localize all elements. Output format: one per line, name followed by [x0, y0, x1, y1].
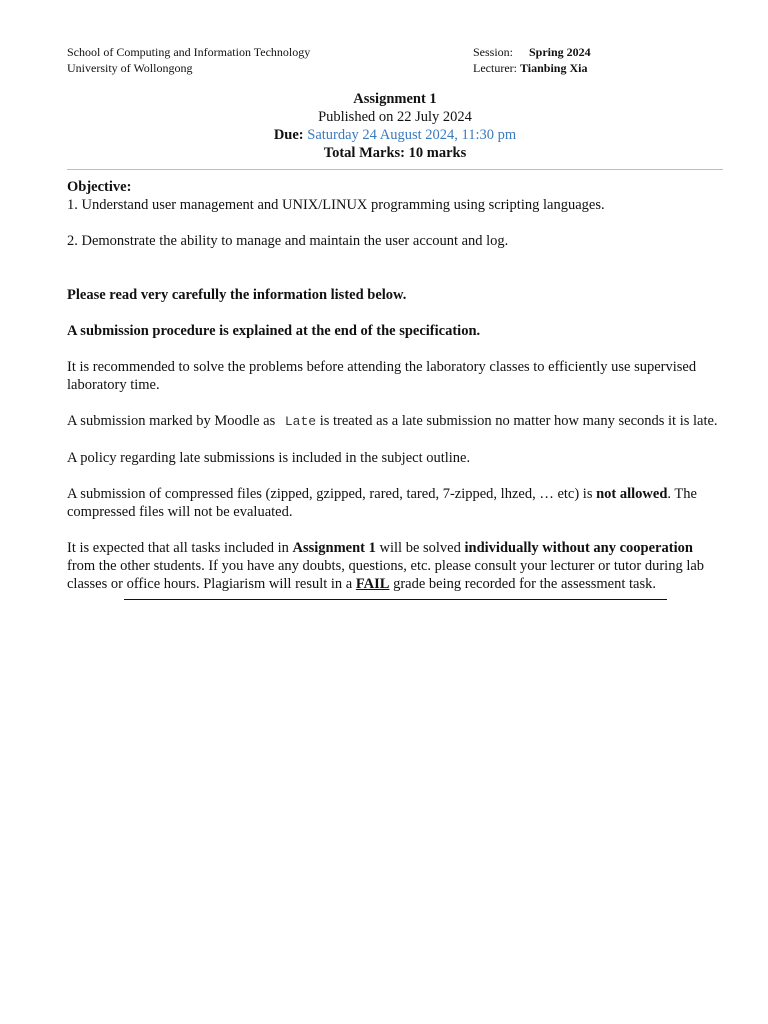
- expected-end: grade being recorded for the assessment task.: [393, 576, 656, 592]
- session-value: Spring 2024: [529, 45, 591, 59]
- lecturer-value: Tianbing Xia: [519, 61, 588, 75]
- institution-block: [67, 44, 310, 76]
- session-label: Session:: [473, 45, 514, 59]
- individual-emphasis: individually without any cooperation: [464, 540, 693, 556]
- not-allowed-emphasis: not allowed: [596, 486, 668, 502]
- document-body: [67, 178, 723, 600]
- objective-heading: Objective:: [67, 179, 132, 195]
- section-end-rule: [124, 599, 667, 600]
- compressed-files-paragraph: [67, 485, 723, 521]
- header-divider: [67, 169, 723, 170]
- title-block: [67, 90, 723, 162]
- objective-item-2: 2. Demonstrate the ability to manage and maintain the user account and log.: [67, 233, 509, 249]
- objective-item-1: 1. Understand user management and UNIX/LINUX programming using scripting languages.: [67, 197, 605, 213]
- submission-procedure-notice: A submission procedure is explained at the end of the specification.: [67, 323, 481, 339]
- fail-emphasis: FAIL: [355, 576, 390, 592]
- university-name: University of Wollongong: [67, 61, 193, 75]
- document-header: [67, 44, 723, 80]
- expected-assignment: Assignment 1: [292, 540, 376, 556]
- individual-work-paragraph: [67, 539, 723, 593]
- session-block: [473, 44, 591, 76]
- late-suffix: is treated as a late submission no matter how many seconds it is late.: [319, 413, 718, 429]
- late-policy-paragraph: A policy regarding late submissions is included in the subject outline.: [67, 450, 471, 466]
- due-line: [67, 126, 723, 144]
- lecturer-line: [473, 60, 591, 76]
- read-carefully-notice: Please read very carefully the information listed below.: [67, 287, 407, 303]
- late-submission-paragraph: [67, 412, 723, 431]
- assignment-title: Assignment 1: [353, 91, 437, 107]
- expected-mid: will be solved: [379, 540, 461, 556]
- published-date: Published on 22 July 2024: [318, 109, 472, 125]
- late-status-code: Late: [284, 414, 317, 429]
- recommendation-paragraph: It is recommended to solve the problems before attending the laboratory classes to efficiently use supervised laboratory time.: [67, 359, 697, 393]
- lecturer-label: Lecturer:: [473, 61, 517, 75]
- late-prefix: A submission marked by Moodle as: [67, 413, 276, 429]
- expected-prefix: It is expected that all tasks included in: [67, 540, 289, 556]
- school-name: School of Computing and Information Technology: [67, 45, 311, 59]
- compressed-suffix: . The compressed files will not be evaluated.: [67, 486, 697, 520]
- due-label: Due:: [273, 127, 304, 143]
- compressed-prefix: A submission of compressed files (zipped, gzipped, rared, tared, 7-zipped, lhzed, … etc) is: [67, 486, 593, 502]
- due-date: Saturday 24 August 2024, 11:30 pm: [307, 127, 517, 143]
- document-page: [67, 44, 723, 607]
- total-marks: Total Marks: 10 marks: [323, 145, 467, 161]
- session-line: [473, 44, 591, 60]
- expected-rest: from the other students. If you have any doubts, questions, etc. please consult your lecturer or tutor during lab classes or office hours. Plagiarism will result in a: [67, 558, 705, 592]
